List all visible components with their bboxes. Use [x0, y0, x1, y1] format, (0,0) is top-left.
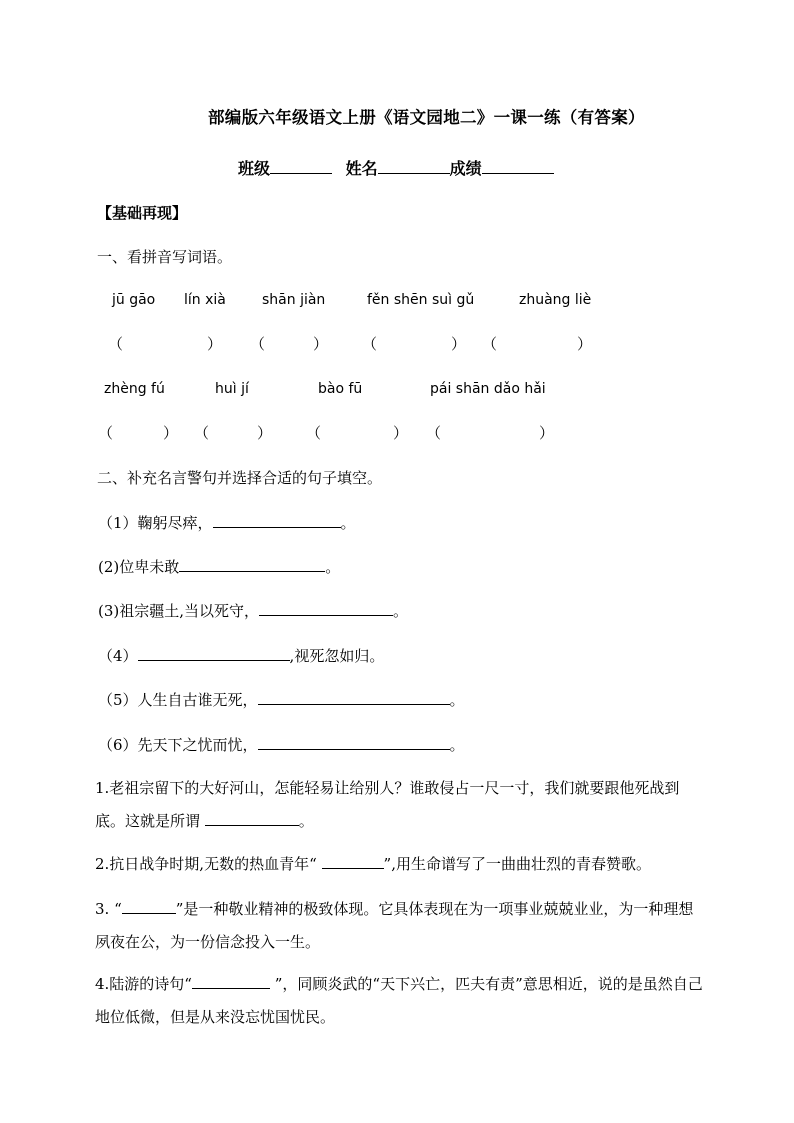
page-title: 部编版六年级语文上册《语文园地二》一课一练（有答案） [208, 108, 645, 127]
pinyin-item: bào fū [318, 381, 363, 397]
question-3: 3. “ ”是一种敬业精神的极致体现。它具体表现在为一项事业兢兢业业，为一种理想夙夜在公，为一份信念投入一生。 [95, 900, 694, 951]
student-info [238, 156, 554, 179]
answer-box-6[interactable]: （ ） [194, 424, 273, 442]
fill-item-2: (2)位卑未敢 。 [98, 558, 341, 576]
fill-item-5: （5）人生自古谁无死， 。 [98, 691, 465, 709]
section-basic-heading: 【基础再现】 [97, 204, 188, 222]
fill-blank[interactable] [258, 704, 450, 705]
answer-box-8[interactable]: （ ） [426, 424, 555, 442]
pinyin-item: zhèng fú [104, 381, 165, 397]
score-label: 成绩 [449, 159, 482, 178]
pinyin-item: zhuàng liè [519, 292, 592, 308]
answer-box-2[interactable]: （ ） [250, 335, 329, 353]
fill-blank[interactable] [138, 660, 290, 661]
fill-blank[interactable] [322, 868, 384, 869]
question-4: 4.陆游的诗句“ ”，同顾炎武的“天下兴亡，匹夫有责”意思相近，说的是虽然自己地位低微，但是从来没忘忧国忧民。 [95, 975, 703, 1026]
answer-box-3[interactable]: （ ） [362, 335, 467, 353]
fill-blank[interactable] [179, 571, 325, 572]
pinyin-item: shān jiàn [262, 292, 326, 308]
fill-item-1: （1）鞠躬尽瘁， 。 [98, 514, 356, 532]
pinyin-item: lín xià [184, 292, 226, 308]
fill-blank[interactable] [213, 527, 341, 528]
answer-box-1[interactable]: （ ） [108, 335, 223, 353]
pinyin-item: huì jí [215, 381, 249, 397]
answer-box-5[interactable]: （ ） [98, 424, 179, 442]
answer-box-7[interactable]: （ ） [306, 424, 409, 442]
fill-item-3: (3)祖宗疆土,当以死守， 。 [98, 602, 409, 620]
pinyin-item: jū gāo [112, 292, 156, 308]
fill-blank[interactable] [205, 825, 299, 826]
pinyin-item: pái shān dǎo hǎi [430, 381, 546, 397]
fill-blank[interactable] [259, 615, 393, 616]
fill-blank[interactable] [258, 749, 450, 750]
name-blank[interactable] [378, 173, 450, 174]
part1-heading: 一、看拼音写词语。 [97, 248, 233, 266]
fill-blank[interactable] [122, 913, 176, 914]
fill-blank[interactable] [192, 988, 270, 989]
pinyin-item: fěn shēn suì gǔ [367, 292, 475, 308]
question-1: 1.老祖宗留下的大好河山，怎能轻易让给别人？谁敢侵占一尺一寸，我们就要跟他死战到底。这就是所谓 。 [95, 779, 680, 830]
question-2: 2.抗日战争时期,无数的热血青年“ ”,用生命谱写了一曲曲壮烈的青春赞歌。 [95, 855, 651, 873]
class-blank[interactable] [270, 173, 332, 174]
score-blank[interactable] [482, 173, 554, 174]
class-label: 班级 [238, 159, 271, 178]
fill-item-6: （6）先天下之忧而忧， 。 [98, 736, 465, 754]
fill-item-4: （4） ,视死忽如归。 [98, 647, 385, 665]
answer-box-4[interactable]: （ ） [482, 335, 593, 353]
name-label: 姓名 [345, 159, 378, 178]
part2-heading: 二、补充名言警句并选择合适的句子填空。 [97, 469, 383, 487]
